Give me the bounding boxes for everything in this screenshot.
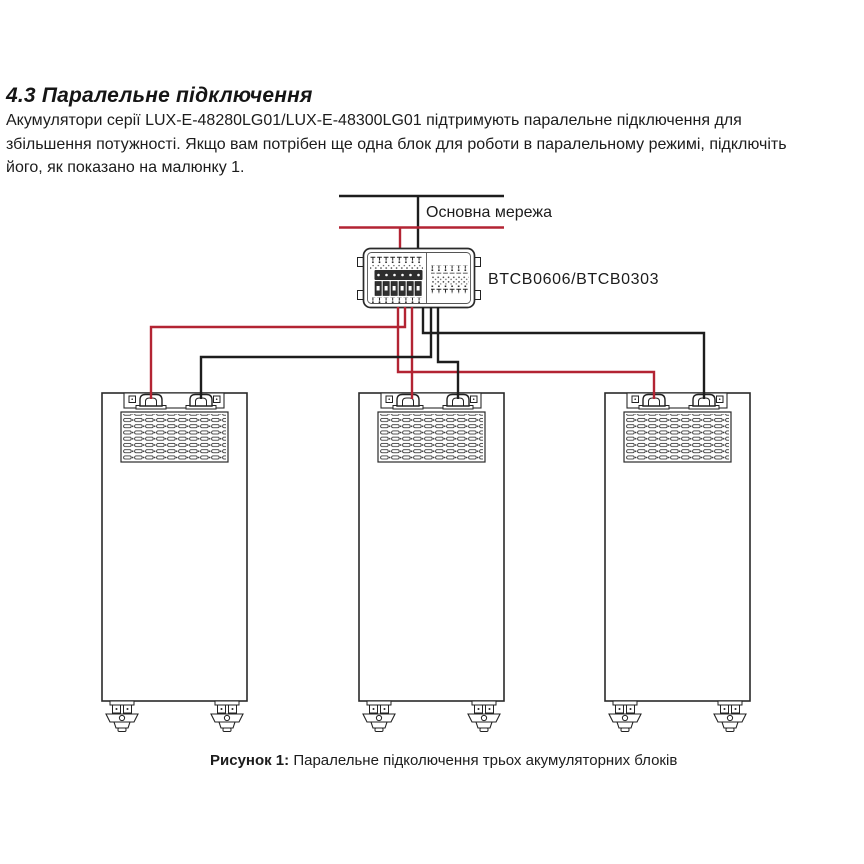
negative-wiring — [201, 307, 704, 399]
body-paragraph — [6, 109, 862, 180]
positive-wiring — [151, 307, 654, 399]
battery-unit-right — [605, 393, 750, 732]
main-grid-label: Основна мережа — [426, 204, 552, 221]
combiner-box-label: BTCB0606/BTCB0303 — [488, 271, 660, 288]
combiner-box — [358, 249, 481, 308]
figure-caption-text: Паралельне підколючення трьох акумуляторних блоків — [293, 752, 678, 769]
battery-unit-middle — [359, 393, 504, 732]
terminal-row — [370, 256, 423, 264]
figure-caption — [210, 752, 677, 769]
grid-bus-negative — [339, 196, 504, 249]
section-heading: 4.3 Паралельне підключення — [6, 84, 313, 107]
paragraph-line: Акумулятори серії LUX-E-48280LG01/LUX-E-48300LG01 підтримують паралельне підключення для — [6, 112, 742, 129]
parallel-connection-diagram — [0, 185, 864, 745]
paragraph-line: його, як показано на малюнку 1. — [6, 159, 245, 176]
terminal-row — [370, 265, 423, 270]
grid-bus-positive — [339, 228, 504, 250]
figure-caption-number: Рисунок 1: — [210, 752, 290, 769]
battery-unit-left — [102, 393, 247, 732]
terminal-row — [431, 286, 469, 294]
terminal-row — [431, 276, 469, 285]
paragraph-line: збільшення потужності. Якщо вам потрібен ще одна блок для роботи в паралельному режимі, підключіть — [6, 135, 787, 153]
terminal-row — [431, 266, 469, 274]
terminal-row — [372, 298, 422, 305]
